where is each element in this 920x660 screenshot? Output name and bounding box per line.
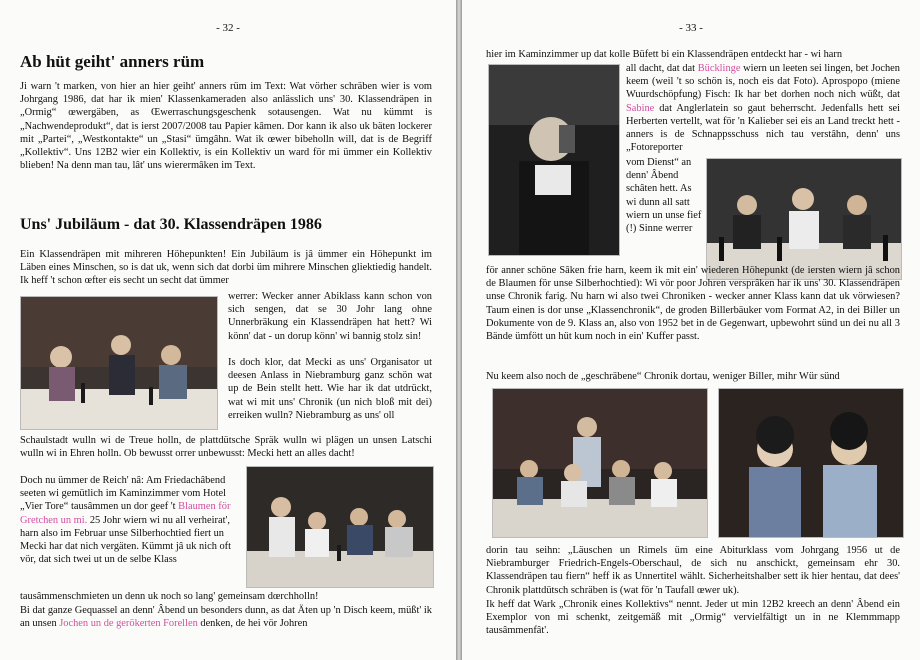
buecklinge-paragraph <box>626 62 900 154</box>
left-page <box>0 0 456 660</box>
photo-jochen-phone <box>488 64 620 256</box>
jubilaeum-paragraph: Ein Klassendräpen mit mihreren Höhepunkten! Ein Jubiläum is jâ ümmer ein Höhepunkt im Läben eines Minschen, so is dat uk, wenn sich dat dorbi üm mihrere Minschen gliektiedig handelt. Ik heff 't schon œfter eis secht un secht dat ümmer <box>20 249 432 287</box>
geschraebene-chronik-line: Nu keem also noch de „geschräbene“ Chronik dortau, weniger Biller, mihr Wür sünd <box>486 371 840 382</box>
intro-paragraph: Ji warn 't marken, von hier an hier geiht' anners rüm im Text: Wat vörher schräben wier is vom Johrgang 1986, dat har ik mien' Klassenkameraden also anlässlich uns' 30. Klassendräpen in „Ormig“ œwergäben, as Œwerraschungsgeschenk sotausengen. Wat nu kümmt is „Nachwendeprodukt“, dat is ierst 2007/2008 tau Papier kâmen. Dor kann ik also uk bäten lockerer mit „Partei“, „Westkontakte“ un „Stasi“ ümgâhn. Wat ik œwer bibeholln will, dat is de Begriff „Kollektiv“. Uns 12B2 wier ein Kollektiv, is ein Kollektiv un ward för mi ümmer ein Kollektiv blieben! Na denn man tau, lât' uns wierermâken im Text. <box>20 81 432 172</box>
page-number-left: - 32 - <box>216 22 240 34</box>
buecklinge-text-c: dat Anglerlatein so gaut beherrscht. Jedenfalls hett sei Herberten vertellt, wat för 'n Kalieber sei eis an Land treckt hett - anners is de Schnappsschuss nich tau verstâhn, denn' uns „Fotoreporter <box>626 102 900 154</box>
friedach-paragraph <box>20 474 238 566</box>
heading-ab-huet: Ab hüt geiht' anners rüm <box>20 52 205 71</box>
schaulstadt-paragraph: Schaulstadt wulln wi de Treue holln, de plattdütsche Spräk wulln wi plägen un unsen Latschi wulln wi in Ehren holln. Ob bewusst orrer unbewusst: Mecki hett an alles dacht! <box>20 435 432 460</box>
unnertitel-paragraph: dorin tau seihn: „Läuschen un Rimels üm eine Abiturklass vom Johrgang 1956 ut de Niebramburger Friedrich-Engels-Oberschaul, de sich nu anschickt, gemeinsam ehr 30. Klassendräpen tau fiern“ heff ik as Unnertitel wählt. Sicherheitshalber sett ik hier hentau, dat dees' Chronik plattdütsch schräben is (wat för 'n Taufall œwer uk). <box>486 545 900 596</box>
highlight-blaumen: Blaumen för Gretchen un mi. <box>20 501 231 526</box>
mecki-paragraph: Is doch klor, dat Mecki as uns' Organisator ut deesen Anlass in Niebramburg ganz schön wat up de Bein stellt hett. Wie har ik dat utdrückt, wat wi mit uns' Chronik (un nich bloß mit dei) erreiken wulln? Niebramburg as uns' oll <box>228 357 432 421</box>
friedach-text-b: 25 Johr wiern wi nu all verheirat', harn also im Februar unse Silberhochtied fiert un Mecki har dat nich vergäten. Kümmt jâ uk nich oft vör, dat sich twei ut un de selbe Klass <box>20 514 232 566</box>
kollektiv-paragraph: Ik heff dat Wark „Chronik eines Kollektivs“ nennt. Jeder ut min 12B2 kreech an denn' Âbend ein Exemplor von mi schenkt, zeitgemäß mit „Ormig“ vervielfältigt un in ne Klemmmapp tausâmmenfât'. <box>486 599 900 637</box>
buecklinge-text-b: wiern un leeten sei lingen, bet Jochen keem (weil 't so schön is, noch eis dat Foto). Aprospopo (miene Wuurdschöpfung) Fisch: Ik har bet dorhen noch nich wüßt, dat <box>626 63 900 101</box>
heading-jubilaeum: Uns' Jubiläum - dat 30. Klassendräpen 1986 <box>20 216 322 233</box>
right-page <box>462 0 920 660</box>
page-number-right: - 33 - <box>679 22 703 34</box>
highlight-buecklinge: Bücklinge <box>697 63 741 74</box>
fotoreporter-paragraph: vom Dienst“ an denn' Âbend schâten hett. As wi dunn all satt wiern un unse fief (!) Sinne werrer <box>626 157 702 235</box>
highlight-sabine: Sabine <box>626 102 655 114</box>
silberhochtied-paragraph: tausâmmenschmieten un denn uk noch so lang' gemeinsam dœrchholln! <box>20 591 319 602</box>
photo-group-reading <box>492 388 708 538</box>
buefett-line: hier im Kaminzimmer up dat kolle Büfett bi ein Klassendräpen entdeckt har - wi harn <box>486 49 843 60</box>
photo-anglerlatein <box>706 158 902 280</box>
photo-kaminzimmer <box>246 466 434 588</box>
chronik-paragraph: för anner schöne Sâken frie harn, keem ik mit ein' wiederen Höhepunkt (de iersten wiern jâ schon de Blaumen för unse Silberhochtied): Wi vör poor Johren versprâken har ik uns' 30. Klassendräpen unse Chronik farig. Nu harn wi also twei Chroniken - wecker anner Klass kann dat uk vörwiesen? Taum einen is dor unse „Klassenchronik“, de groden Billerbäuker vom Format A2, in dei Biller un Dokumente von de 9. Klass an, also von 1952 bet in de Gegenwart, upbewohrt sünd un dei nu all 3 Bände ümfött un hüt kum noch in ein' Kuffer passt. <box>486 265 900 343</box>
photo-two-women <box>718 388 904 538</box>
gequassel-text-b: denken, de hei vör Johren <box>200 618 308 630</box>
friedach-text-a: Doch nu ümmer de Reich' nâ: Am Friedachâbend seeten wi gemütlich im Kaminzimmer vom Hotel „Vier Tore“ tausâmmen un dor geef 't <box>20 475 227 513</box>
gequassel-paragraph <box>20 604 432 630</box>
buecklinge-text-a: all dacht, dat dat <box>626 63 696 74</box>
photo-caption-text-1: werrer: Wecker anner Abiklass kann schon von sich sengen, dat se 30 Johr lang ohne Unnerbräkung ein Klassendräpen hat hett? Wi könn' dat - un dorup könn' wi bannig stolz sin! <box>228 291 432 342</box>
photo-group-at-table <box>20 296 218 430</box>
gequassel-text-a: Bi dat ganze Gequassel an denn' Âbend un besonders dunn, as dat Äten up 'n Disch keem, müßt' ik an unsen <box>20 605 432 630</box>
highlight-forellen: Jochen un de gerökerten Forellen <box>59 618 198 630</box>
